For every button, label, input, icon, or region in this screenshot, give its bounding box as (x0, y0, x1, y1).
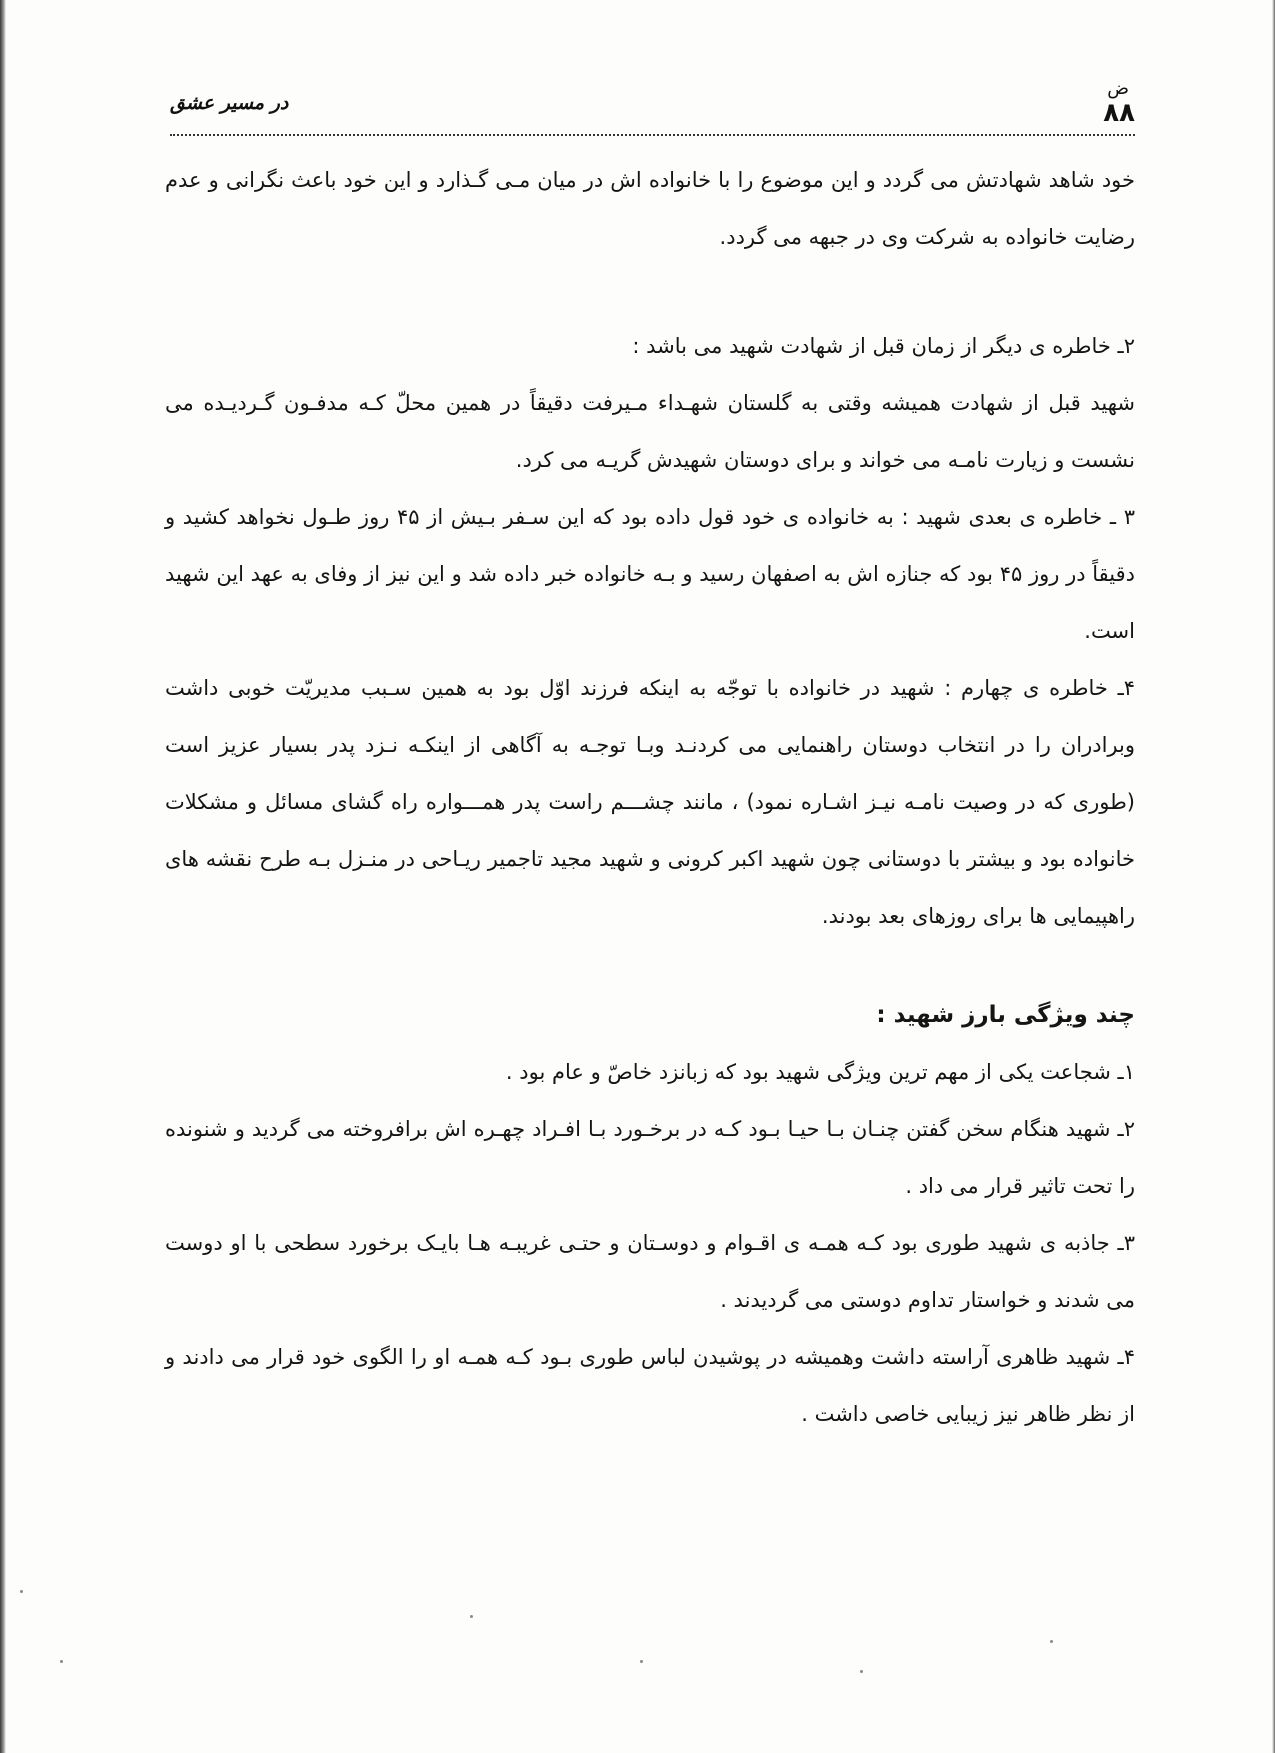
memory-4: ۴ـ خاطره ی چهارم : شهید در خانواده با توجّه به اینکه فرزند اوّل بود به همین سـبب مدیریّت خوبی داشت وبرادران را در انتخاب دوستان راهنمایی می کردنـد وبـا توجـه به آگاهی از اینکـه نـزد پدر بسیار عزیز است (طوری که در وصیت نامـه نیـز اشـاره نمود) ، مانند چشـــم راست پدر همـــواره راه گشای مسائل و مشکلات خانواده بود و بیشتر با دوستانی چون شهید اکبر کرونی و شهید مجید تاجمیر ریـاحی در منـزل بـه طرح نقشه های راهپیمایی ها برای روزهای بعد بودند. (165, 676, 1135, 928)
trait-item: ۱ـ شجاعت یکی از مهم ترین ویژگی شهید بود که زبانزد خاصّ و عام بود . (505, 1060, 1135, 1084)
scan-speck (1050, 1640, 1053, 1643)
scan-speck (470, 1615, 473, 1618)
scan-speck (860, 1670, 863, 1673)
scan-speck (20, 1590, 23, 1593)
memory-3: ۳ ـ خاطره ی بعدی شهید : به خانواده ی خود قول داده بود که این سـفر بـیش از ۴۵ روز طـول نخواهد کشید و دقیقاً در روز ۴۵ بود که جنازه اش به اصفهان رسید و بـه خانواده خبر داده شد و این نیز از وفای به عهد این شهید است. (165, 505, 1135, 643)
paragraph-gap (165, 266, 1135, 318)
memory-2-body: شهید قبل از شهادت همیشه وقتی به گلستان شهـداء مـیرفت دقیقاً در همین محلّ کـه مدفـون گـردیـده می نشست و زیارت نامـه می خواند و برای دوستان شهیدش گریـه می کرد. (165, 391, 1135, 472)
header-dotted-rule (170, 134, 1135, 136)
scan-shadow-left (0, 0, 6, 1753)
paragraph-continuation: خود شاهد شهادتش می گردد و این موضوع را با خانواده اش در میان مـی گـذارد و این خود باعث نگرانی و عدم رضایت خانواده به شرکت وی در جبهه می گردد. (165, 168, 1135, 249)
running-title: در مسیر عشق (170, 92, 289, 114)
section-gap (165, 945, 1135, 987)
scan-speck (640, 1660, 643, 1663)
page-body (165, 152, 1135, 1443)
trait-item: ۴ـ شهید ظاهری آراسته داشت وهمیشه در پوشیدن لباس طوری بـود کـه همـه او را الگوی خود قرار می دادند و از نظر ظاهر نیز زیبایی خاصی داشت . (165, 1345, 1135, 1426)
trait-item: ۲ـ شهید هنگام سخن گفتن چنـان بـا حیـا بـود کـه در برخـورد بـا افـراد چهـره اش برافروخته می گردید و شنونده را تحت تاثیر قرار می داد . (165, 1117, 1135, 1198)
page-number: ۸۸ (1103, 98, 1135, 128)
section-heading: چند ویژگی بارز شهید : (876, 1002, 1135, 1028)
memory-2-title: ۲ـ خاطره ی دیگر از زمان قبل از شهادت شهید می باشد : (632, 334, 1135, 358)
page-number-ornament: ﺽ (1107, 78, 1129, 99)
page-header (170, 78, 1135, 140)
scan-speck (60, 1660, 63, 1663)
trait-item: ۳ـ جاذبه ی شهید طوری بود کـه همـه ی اقـوام و دوسـتان و حتـی غریبـه هـا بایـک برخورد سطحی با او دوست می شدند و خواستار تداوم دوستی می گردیدند . (165, 1231, 1135, 1312)
